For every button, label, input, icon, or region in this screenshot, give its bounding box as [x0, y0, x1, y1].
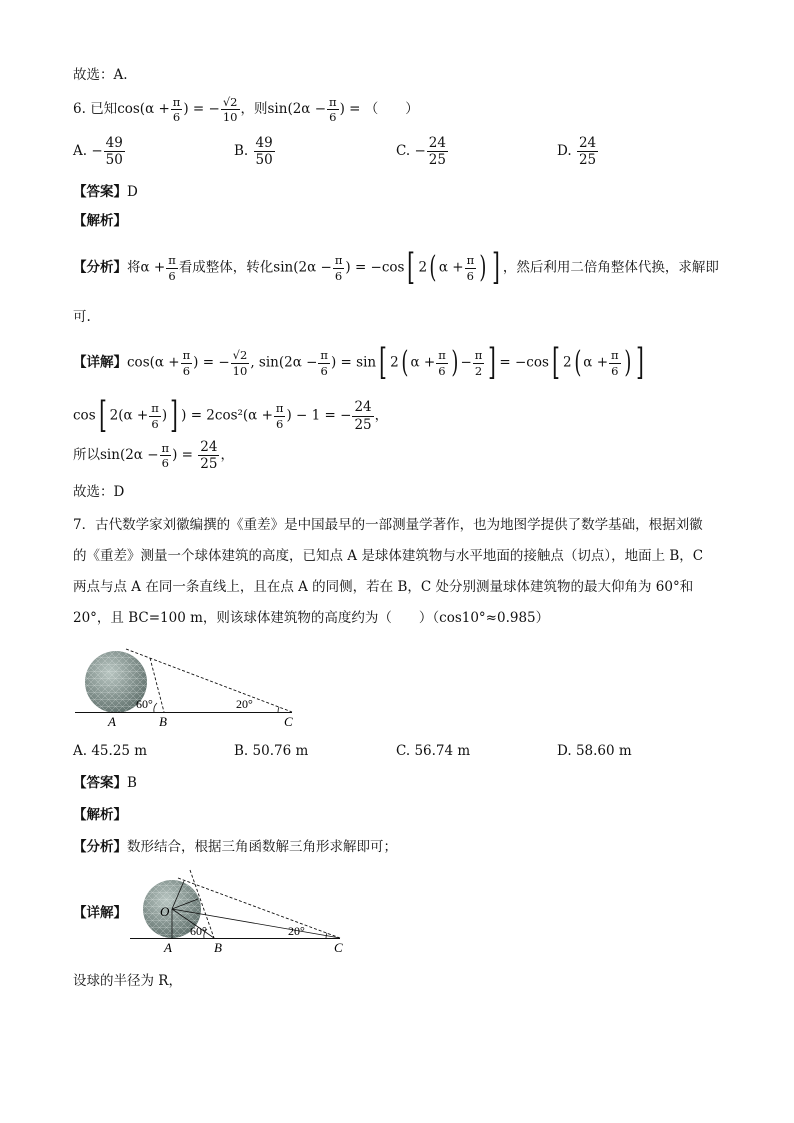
q6-option-d: D. $\frac{24}{25}$ [557, 135, 597, 169]
q6-final-answer: 故选：D [73, 484, 125, 500]
angle-60-label-2: 60° [190, 924, 207, 938]
q7-solution-last: 设球的半径为 R， [73, 973, 182, 989]
q7-option-a: A. 45.25 m [73, 743, 148, 759]
q6-analysis: 【分析】将α + $\frac{\pi}{6}$ 看成整体，转化sin(2α − $\frac{\pi}{6}$ ) = −cos[ 2( α + $\frac{\pi}{6}$ ) ] ，然后利用二倍角整体代换，求解即 [73, 247, 719, 288]
q6-analysis-cont: 可. [73, 309, 91, 325]
q7-option-b: B. 50.76 m [234, 743, 309, 759]
q7-answer: 【答案】B [73, 775, 137, 791]
q7-analysis: 【分析】数形结合，根据三角函数解三角形求解即可； [73, 839, 397, 855]
q6-answer: 【答案】D [73, 184, 138, 200]
label-o: O [160, 904, 170, 919]
q7-figure-sphere [70, 640, 310, 732]
q6-solution-line1: 【详解】cos(α + $\frac{\pi}{6}$ ) = − $\frac{√2}{10}$ , sin(2α − $\frac{\pi}{6}$ ) = sin[ 2( α + $\frac{\pi}{6}$ ) − $\frac{\pi}{2}$ ] = −cos[ 2( α + $\frac{\pi}{6}$ ) ] [73, 342, 645, 383]
q7-option-d: D. 58.60 m [557, 743, 632, 759]
q7-jiexi: 【解析】 [73, 807, 127, 823]
q6-solution-line3: 所以sin(2α − $\frac{\pi}{6}$ ) = $\frac{24}{25}$ ， [73, 439, 234, 473]
angle-60-label: 60° [136, 697, 153, 711]
angle-20-label-2: 20° [288, 924, 305, 938]
label-a: A [108, 714, 116, 729]
label-c-2: C [334, 940, 343, 955]
q6-option-a: A. − $\frac{49}{50}$ [73, 135, 123, 169]
label-c: C [284, 714, 293, 729]
q6-jiexi: 【解析】 [73, 213, 127, 229]
q6-solution-line2: cos[ 2(α + $\frac{\pi}{6}$ )] ) = 2cos²(α + $\frac{\pi}{6}$ ) − 1 = − $\frac{24}{25}$ ， [73, 395, 389, 436]
q6-option-c: C. − $\frac{24}{25}$ [396, 135, 446, 169]
q5-answer: 故选：A. [73, 67, 128, 83]
label-b-2: B [214, 940, 222, 955]
q6-option-b: B. $\frac{49}{50}$ [234, 135, 273, 169]
q7-stem-line1: 7．古代数学家刘徽编撰的《重差》是中国最早的一部测量学著作，也为地图学提供了数学基础，根据刘徽 [73, 517, 703, 533]
label-a-2: A [164, 940, 172, 955]
q7-figure-solution [128, 868, 350, 958]
label-b: B [159, 714, 167, 729]
q6-stem: 6. 已知cos(α + $\frac{\pi}{6}$ ) = − $\frac{√2}{10}$ ，则sin(2α − $\frac{\pi}{6}$ ) = （ ） [73, 95, 419, 125]
q7-option-c: C. 56.74 m [396, 743, 471, 759]
q7-stem-line3: 两点与点 A 在同一条直线上，且在点 A 的同侧，若在 B，C 处分别测量球体建筑物的最大仰角为 60°和 [73, 579, 694, 595]
angle-20-label: 20° [236, 697, 253, 711]
q7-stem-line2: 的《重差》测量一个球体建筑的高度，已知点 A 是球体建筑物与水平地面的接触点（切点），地面上 B，C [73, 548, 704, 564]
q7-stem-line4: 20°，且 BC=100 m，则该球体建筑物的高度约为（ ）（cos10°≈0.985） [73, 610, 550, 626]
q7-solution-tag: 【详解】 [73, 905, 127, 921]
